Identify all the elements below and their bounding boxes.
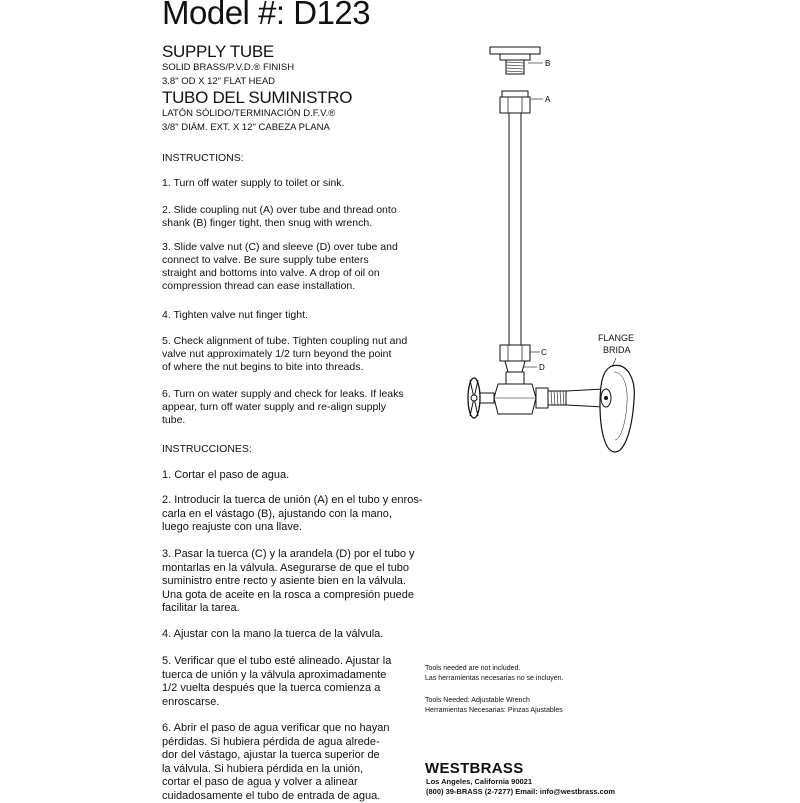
- instruction-line: 3. Pasar la tuerca (C) y la arandela (D) por el tubo y: [162, 548, 402, 562]
- instruction-line: luego reajuste con una llave.: [162, 521, 402, 535]
- instruction-step: [162, 241, 402, 293]
- instruction-line: 4. Tighten valve nut finger tight.: [162, 309, 402, 322]
- instruction-line: cortar el paso de agua y volver a alinear: [162, 776, 402, 790]
- shutoff-valve: [468, 372, 566, 418]
- instruction-line: 1. Turn off water supply to toilet or sink.: [162, 177, 402, 190]
- label-d: D: [539, 363, 545, 372]
- instruction-step: [162, 388, 402, 427]
- instruction-line: valve nut approximately 1/2 turn beyond the point: [162, 348, 402, 361]
- instruction-line: 1. Cortar el paso de agua.: [162, 469, 402, 483]
- instruction-line: of where the nut begins to bite into threads.: [162, 361, 402, 374]
- product-finish-en: SOLID BRASS/P.V.D.® FINISH: [162, 62, 294, 73]
- tools-note: [425, 664, 564, 684]
- instruction-line: pérdidas. Si hubiera pérdida de agua alrede-: [162, 736, 402, 750]
- product-finish-es: LATÓN SÓLIDO/TERMINACIÓN D.F.V.®: [162, 108, 335, 119]
- company-address: Los Angeles, California 90021: [426, 777, 532, 787]
- instruction-line: 6. Turn on water supply and check for leaks. If leaks: [162, 388, 402, 401]
- instruction-step: [162, 548, 402, 616]
- product-heading-es: TUBO DEL SUMINISTRO: [162, 88, 352, 108]
- instruction-line: montarlas en la válvula. Asegurarse de que el tubo: [162, 562, 402, 576]
- instruction-line: appear, turn off water supply and re-align supply: [162, 401, 402, 414]
- instructions-heading-en: INSTRUCTIONS:: [162, 152, 244, 164]
- product-size-es: 3/8" DIÁM. EXT. X 12" CABEZA PLANA: [162, 122, 330, 133]
- instruction-line: tuerca de unión y la válvula aproximadamente: [162, 669, 402, 683]
- inlet-pipe: [566, 389, 604, 407]
- instruction-step: [162, 309, 402, 322]
- valve-nut-c: [500, 345, 540, 361]
- instruction-line: shank (B) finger tight, then snug with wrench.: [162, 217, 402, 230]
- instruction-line: dor del vástago, ajustar la tuerca superior de: [162, 749, 402, 763]
- sleeve-d: [505, 361, 537, 372]
- tools-note-es: Las herramientas necesarias no se incluyen.: [425, 674, 564, 684]
- instruction-line: tube.: [162, 414, 402, 427]
- tools-needed: [425, 696, 563, 716]
- product-heading-en: SUPPLY TUBE: [162, 42, 274, 62]
- instruction-line: Una gota de aceite en la rosca a compresión puede: [162, 589, 402, 603]
- brand-logo: WESTBRASS: [425, 760, 524, 777]
- instruction-step: [162, 722, 402, 803]
- instruction-line: 2. Slide coupling nut (A) over tube and thread onto: [162, 204, 402, 217]
- instruction-line: 3. Slide valve nut (C) and sleeve (D) over tube and: [162, 241, 402, 254]
- instruction-step: [162, 335, 402, 374]
- model-title: Model #: D123: [162, 0, 370, 32]
- label-c: C: [541, 348, 547, 357]
- label-brida: BRIDA: [603, 345, 631, 355]
- instruction-line: 6. Abrir el paso de agua verificar que no hayan: [162, 722, 402, 736]
- label-a: A: [545, 95, 551, 104]
- company-contact: (800) 39-BRASS (2-7277) Email: info@westbrass.com: [426, 787, 615, 796]
- instruction-step: [162, 469, 402, 483]
- instruction-line: suministro entre recto y asiente bien en la válvula.: [162, 575, 402, 589]
- tools-needed-es: Herramientas Necesarias: Pinzas Ajustables: [425, 706, 563, 716]
- instruction-line: cuidadosamente el tubo de entrada de agua.: [162, 790, 402, 803]
- instructions-heading-es: INSTRUCCIONES:: [162, 443, 252, 455]
- installation-diagram: [420, 40, 660, 470]
- instruction-step: [162, 655, 402, 709]
- flange: [600, 358, 634, 452]
- instruction-line: carla en el vástago (B), ajustando con la mano,: [162, 508, 402, 522]
- supply-tube: [509, 113, 521, 345]
- instruction-line: 1/2 vuelta después que la tuerca comienza a: [162, 682, 402, 696]
- valve-handle: [468, 378, 480, 418]
- instruction-step: [162, 177, 402, 190]
- instruction-line: 5. Check alignment of tube. Tighten coupling nut and: [162, 335, 402, 348]
- tools-note-en: Tools needed are not included.: [425, 664, 564, 674]
- instruction-line: enroscarse.: [162, 696, 402, 710]
- instruction-line: 4. Ajustar con la mano la tuerca de la válvula.: [162, 628, 402, 642]
- instruction-line: compression thread can ease installation.: [162, 280, 402, 293]
- instruction-line: facilitar la tarea.: [162, 602, 402, 616]
- instruction-line: la válvula. Si hubiera pérdida en la unión,: [162, 763, 402, 777]
- label-flange: FLANGE: [598, 333, 634, 343]
- coupling-nut-a: [500, 91, 543, 113]
- product-size-en: 3.8" OD X 12" FLAT HEAD: [162, 76, 275, 87]
- shank-b: [490, 47, 543, 74]
- instruction-line: connect to valve. Be sure supply tube enters: [162, 254, 402, 267]
- instruction-line: 2. Introducir la tuerca de unión (A) en el tubo y enros-: [162, 494, 402, 508]
- label-b: B: [545, 59, 550, 68]
- instruction-line: 5. Verificar que el tubo esté alineado. Ajustar la: [162, 655, 402, 669]
- instruction-step: [162, 204, 402, 230]
- instruction-step: [162, 628, 402, 642]
- tools-needed-en: Tools Needed: Adjustable Wrench: [425, 696, 563, 706]
- instruction-line: straight and bottoms into valve. A drop of oil on: [162, 267, 402, 280]
- instruction-step: [162, 494, 402, 535]
